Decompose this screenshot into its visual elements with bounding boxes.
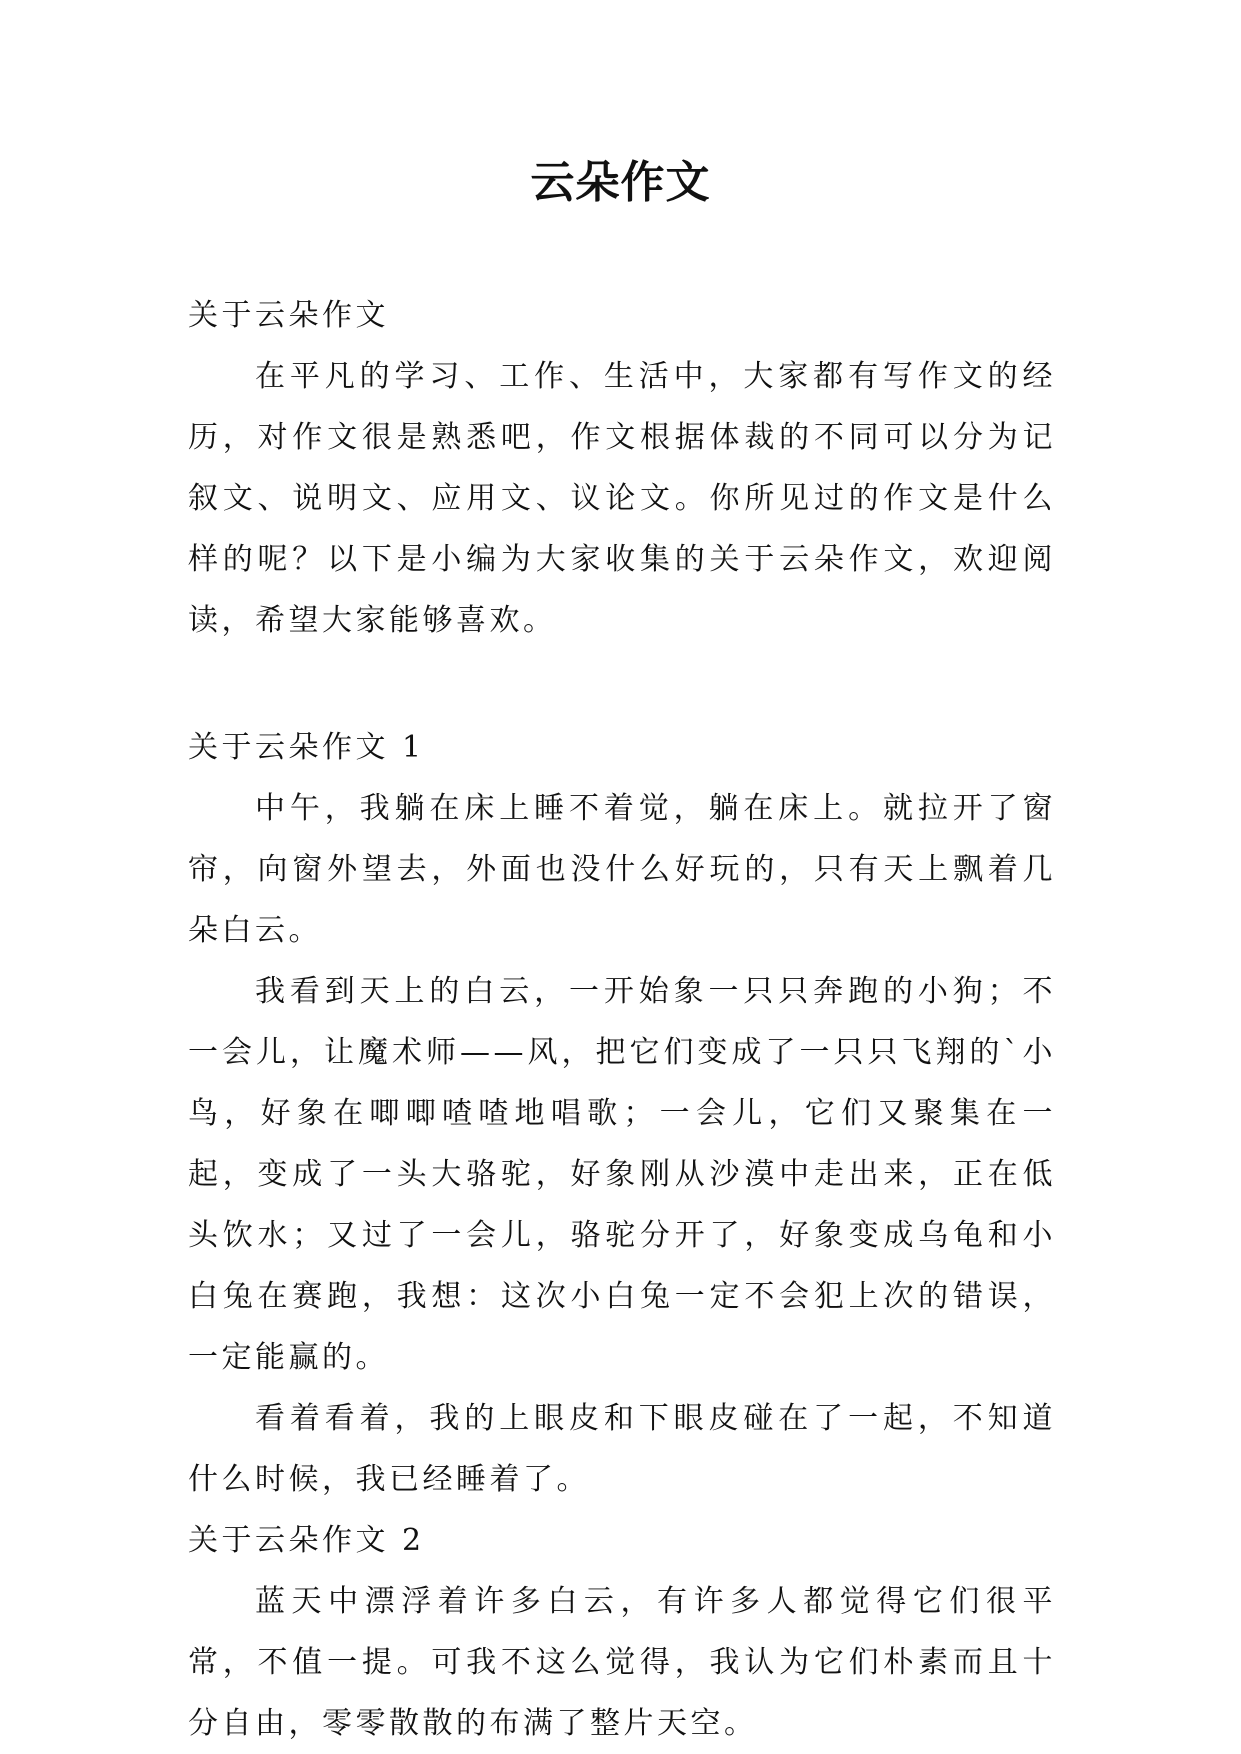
essay-1-paragraph-2: 我看到天上的白云，一开始象一只只奔跑的小狗；不一会儿，让魔术师——风，把它们变成了一只只飞翔的`小鸟，好象在唧唧喳喳地唱歌；一会儿，它们又聚集在一起，变成了一头大骆驼，好象刚从沙漠中走出来，正在低头饮水；又过了一会儿，骆驼分开了，好象变成乌龟和小白兔在赛跑，我想：这次小白兔一定不会犯上次的错误，一定能赢的。 xyxy=(188,974,1056,1375)
essay-1-paragraph-3: 看着看着，我的上眼皮和下眼皮碰在了一起，不知道什么时候，我已经睡着了。 xyxy=(188,1401,1056,1497)
essay-2-heading: 关于云朵作文 2 xyxy=(188,1523,425,1558)
essay-1-heading: 关于云朵作文 1 xyxy=(188,730,425,765)
intro-heading: 关于云朵作文 xyxy=(188,298,389,333)
intro-paragraph: 在平凡的学习、工作、生活中，大家都有写作文的经历，对作文很是熟悉吧，作文根据体裁的不同可以分为记叙文、说明文、应用文、议论文。你所见过的作文是什么样的呢？以下是小编为大家收集的关于云朵作文，欢迎阅读，希望大家能够喜欢。 xyxy=(188,359,1056,638)
essay-2-paragraph-1: 蓝天中漂浮着许多白云，有许多人都觉得它们很平常，不值一提。可我不这么觉得，我认为它们朴素而且十分自由，零零散散的布满了整片天空。 xyxy=(188,1584,1056,1741)
document-body xyxy=(188,285,1056,1754)
document-title: 云朵作文 xyxy=(530,157,711,208)
section-spacer xyxy=(188,651,1056,717)
essay-1-paragraph-1: 中午，我躺在床上睡不着觉，躺在床上。就拉开了窗帘，向窗外望去，外面也没什么好玩的，只有天上飘着几朵白云。 xyxy=(188,791,1056,948)
